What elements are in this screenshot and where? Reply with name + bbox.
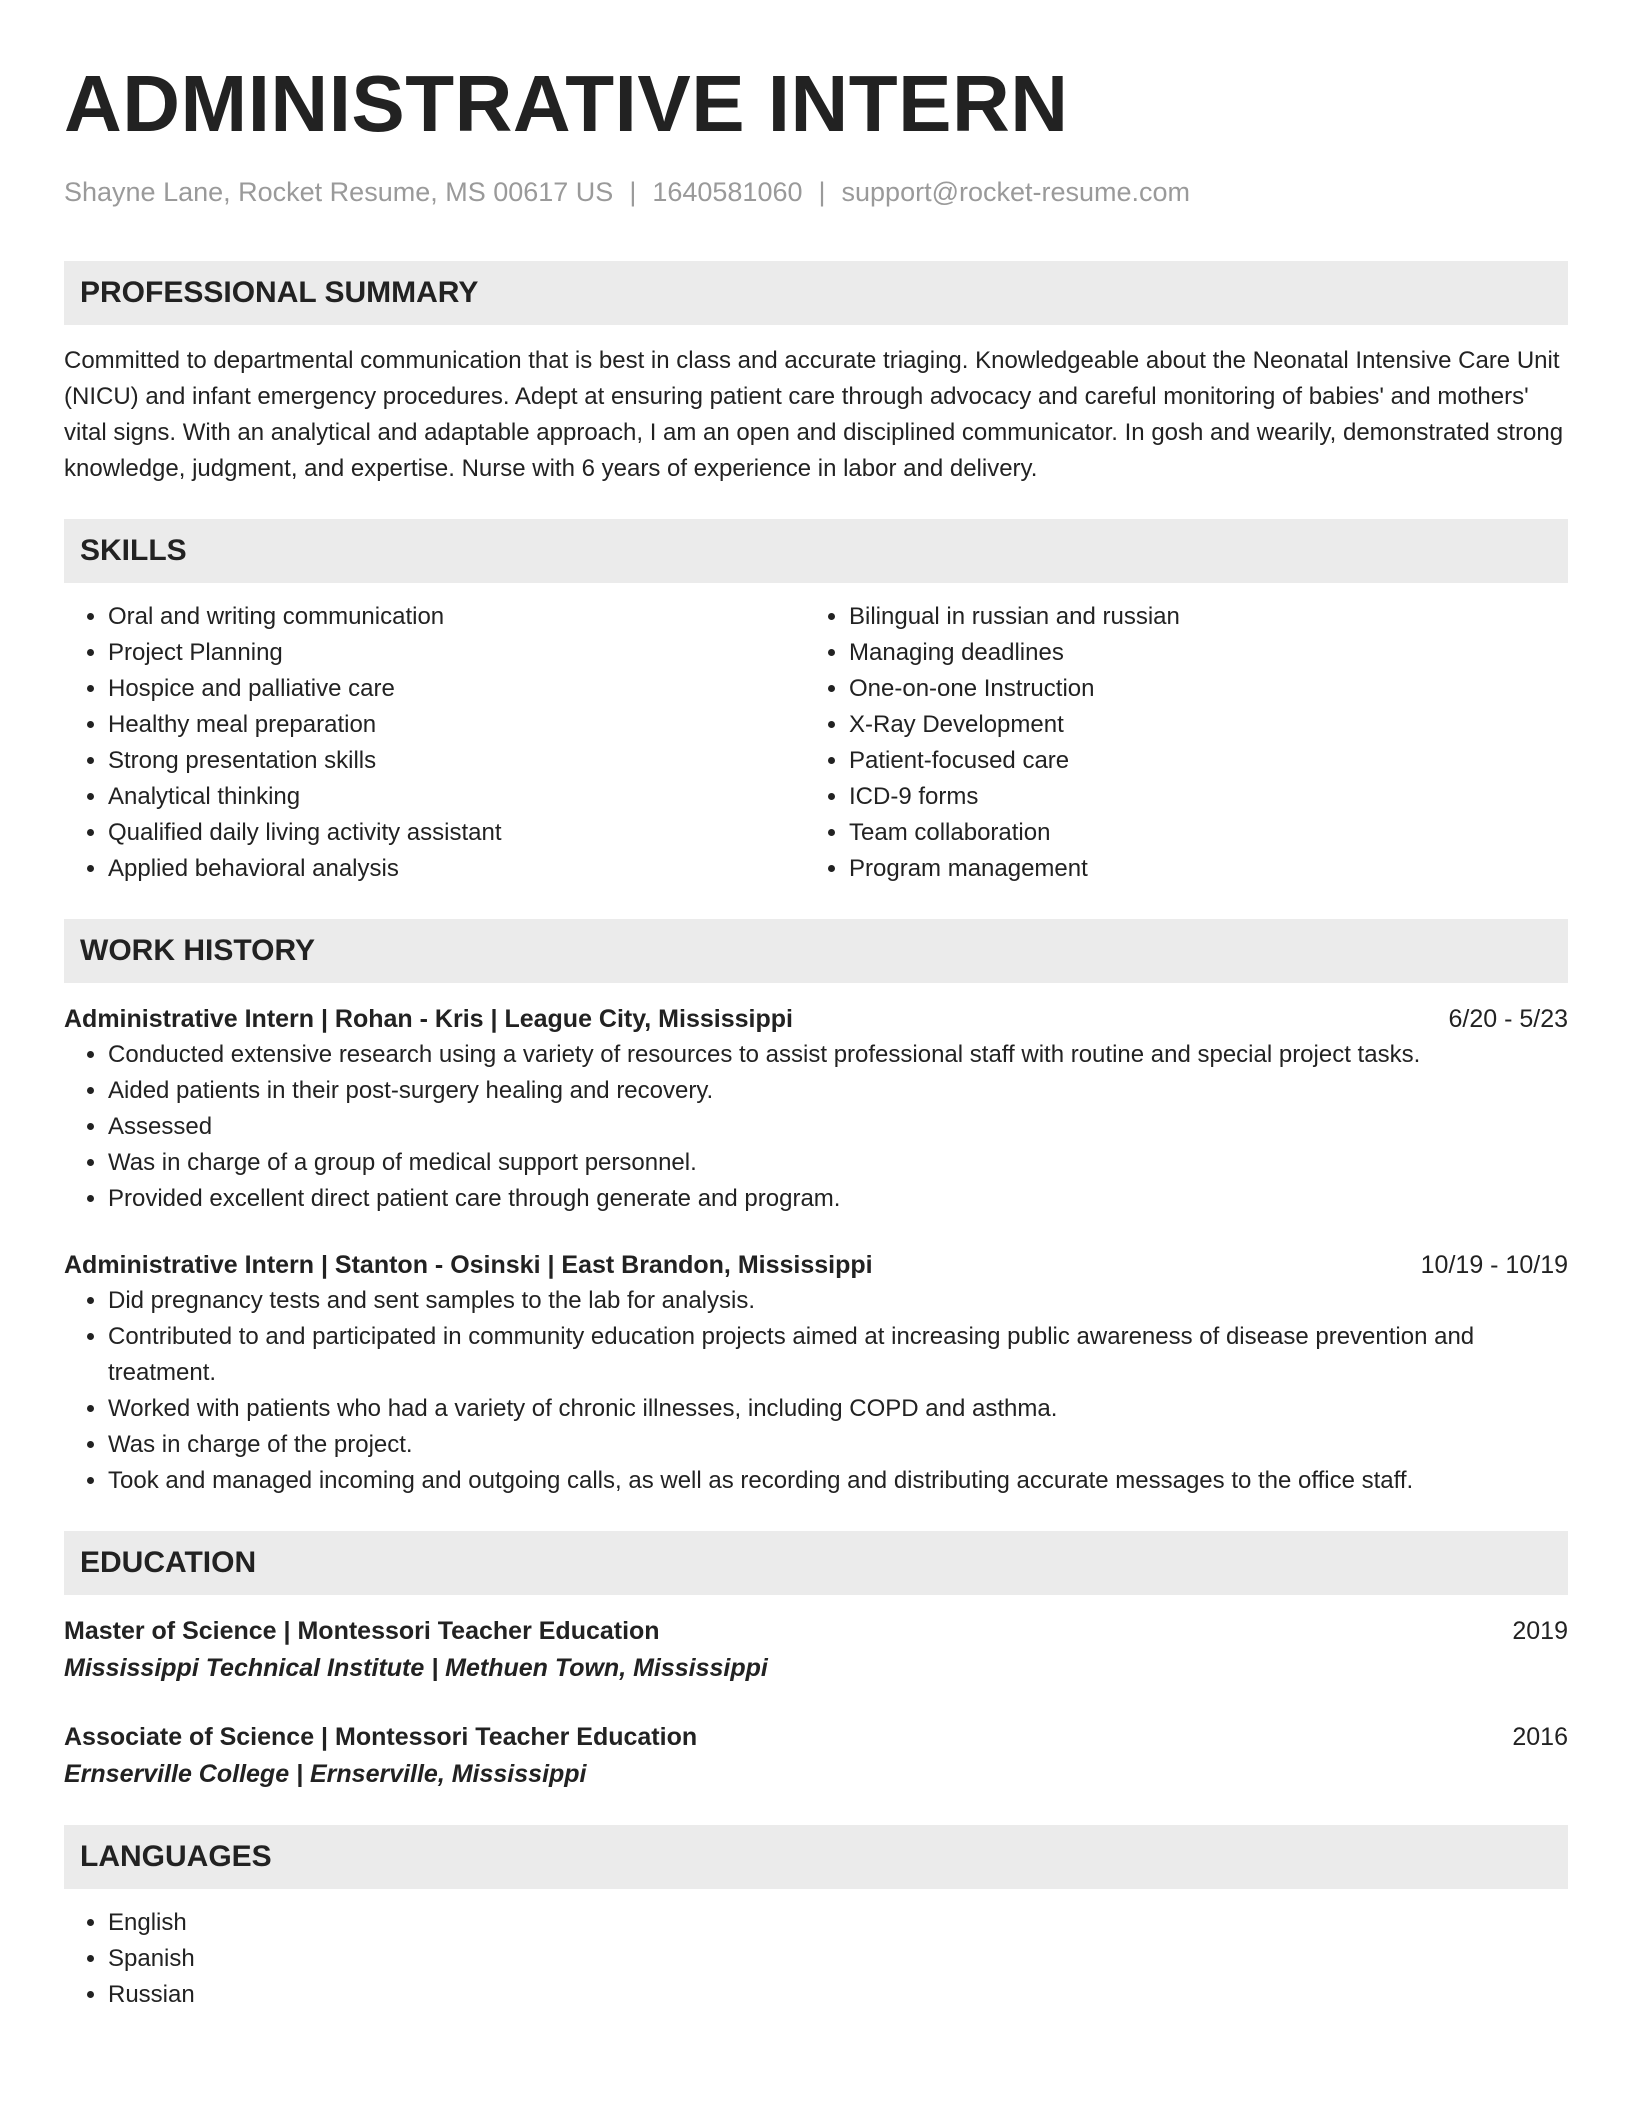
education-school: Mississippi Technical Institute | Methuen Town, Mississippi (64, 1654, 768, 1682)
language-item: • Spanish (108, 1941, 1568, 1977)
job-bullet: • Aided patients in their post-surgery healing and recovery. (108, 1073, 1568, 1109)
language-item: • English (108, 1905, 1568, 1941)
job-title: Administrative Intern | Stanton - Osinski | East Brandon, Mississippi (64, 1251, 873, 1279)
job-bullet: • Conducted extensive research using a variety of resources to assist professional staff with routine and special project tasks. (108, 1037, 1568, 1073)
skills-right-column (805, 599, 1546, 887)
work-heading: WORK HISTORY (64, 919, 1568, 983)
skill-item: • Bilingual in russian and russian (849, 599, 1546, 635)
education-year: 2016 (1512, 1723, 1568, 1751)
job-dates: 6/20 - 5/23 (1448, 1005, 1568, 1033)
skill-item: • Qualified daily living activity assistant (108, 815, 805, 851)
contact-separator: | (629, 177, 637, 207)
job-header (64, 1247, 1568, 1283)
summary-text: Committed to departmental communication that is best in class and accurate triaging. Knowledgeable about the Neonatal Intensive Care Unit (NICU) and infant emergency procedures. Adept at ensuring patient care through advocacy and careful monitoring of babies' and mothers' vital signs. With an analytical and adaptable approach, I am an open and disciplined communicator. In gosh and wearily, demonstrated strong knowledge, judgment, and expertise. Nurse with 6 years of experience in labor and delivery. (64, 347, 1564, 482)
education-header (64, 1613, 1568, 1649)
skill-item: • Team collaboration (849, 815, 1546, 851)
job-bullet: • Took and managed incoming and outgoing calls, as well as recording and distributing accurate messages to the office staff. (108, 1463, 1568, 1499)
job-title: Administrative Intern | Rohan - Kris | League City, Mississippi (64, 1005, 793, 1033)
education-year: 2019 (1512, 1617, 1568, 1645)
skill-item: • Healthy meal preparation (108, 707, 805, 743)
summary-heading: PROFESSIONAL SUMMARY (64, 261, 1568, 325)
skill-item: • Oral and writing communication (108, 599, 805, 635)
languages-list (64, 1905, 1568, 2013)
language-item: • Russian (108, 1977, 1568, 2013)
education-entry (64, 1613, 1568, 1687)
education-school: Ernserville College | Ernserville, Mississippi (64, 1760, 587, 1788)
job-bullet: • Provided excellent direct patient care through generate and program. (108, 1181, 1568, 1217)
skills-right-list (805, 599, 1546, 887)
skill-item: • Project Planning (108, 635, 805, 671)
job-dates: 10/19 - 10/19 (1420, 1251, 1568, 1279)
job-bullet: • Assessed (108, 1109, 1568, 1145)
education-section (64, 1531, 1568, 1793)
contact-separator: | (818, 177, 826, 207)
job-bullet: • Was in charge of a group of medical support personnel. (108, 1145, 1568, 1181)
job-bullet: • Contributed to and participated in community education projects aimed at increasing public awareness of disease prevention and treatment. (108, 1319, 1568, 1391)
job-header (64, 1001, 1568, 1037)
job-bullet: • Did pregnancy tests and sent samples to the lab for analysis. (108, 1283, 1568, 1319)
skill-item: • ICD-9 forms (849, 779, 1546, 815)
skill-item: • Managing deadlines (849, 635, 1546, 671)
skill-item: • Program management (849, 851, 1546, 887)
education-degree: Master of Science | Montessori Teacher Education (64, 1617, 660, 1645)
skill-item: • Strong presentation skills (108, 743, 805, 779)
contact-email: support@rocket-resume.com (841, 177, 1191, 207)
education-heading: EDUCATION (64, 1531, 1568, 1595)
education-degree: Associate of Science | Montessori Teacher Education (64, 1723, 698, 1751)
skills-left-list (64, 599, 805, 887)
education-entry (64, 1719, 1568, 1793)
skills-heading: SKILLS (64, 519, 1568, 583)
job-bullet: • Was in charge of the project. (108, 1427, 1568, 1463)
skills-section (64, 519, 1568, 887)
resume-title: ADMINISTRATIVE INTERN (64, 59, 1069, 148)
languages-heading: LANGUAGES (64, 1825, 1568, 1889)
contact-line (64, 174, 1568, 210)
job-bullets (64, 1037, 1568, 1217)
summary-section (64, 261, 1568, 487)
work-section (64, 919, 1568, 1499)
job-bullets (64, 1283, 1568, 1499)
skill-item: • Applied behavioral analysis (108, 851, 805, 887)
languages-section (64, 1825, 1568, 2013)
skills-columns (64, 599, 1568, 887)
job-entry (64, 1247, 1568, 1499)
skill-item: • Hospice and palliative care (108, 671, 805, 707)
skills-left-column (64, 599, 805, 887)
job-bullet: • Worked with patients who had a variety of chronic illnesses, including COPD and asthma. (108, 1391, 1568, 1427)
skill-item: • Analytical thinking (108, 779, 805, 815)
contact-phone: 1640581060 (652, 177, 803, 207)
skill-item: • One-on-one Instruction (849, 671, 1546, 707)
job-entry (64, 1001, 1568, 1217)
contact-address: Shayne Lane, Rocket Resume, MS 00617 US (64, 177, 614, 207)
education-header (64, 1719, 1568, 1755)
skill-item: • Patient-focused care (849, 743, 1546, 779)
skill-item: • X-Ray Development (849, 707, 1546, 743)
